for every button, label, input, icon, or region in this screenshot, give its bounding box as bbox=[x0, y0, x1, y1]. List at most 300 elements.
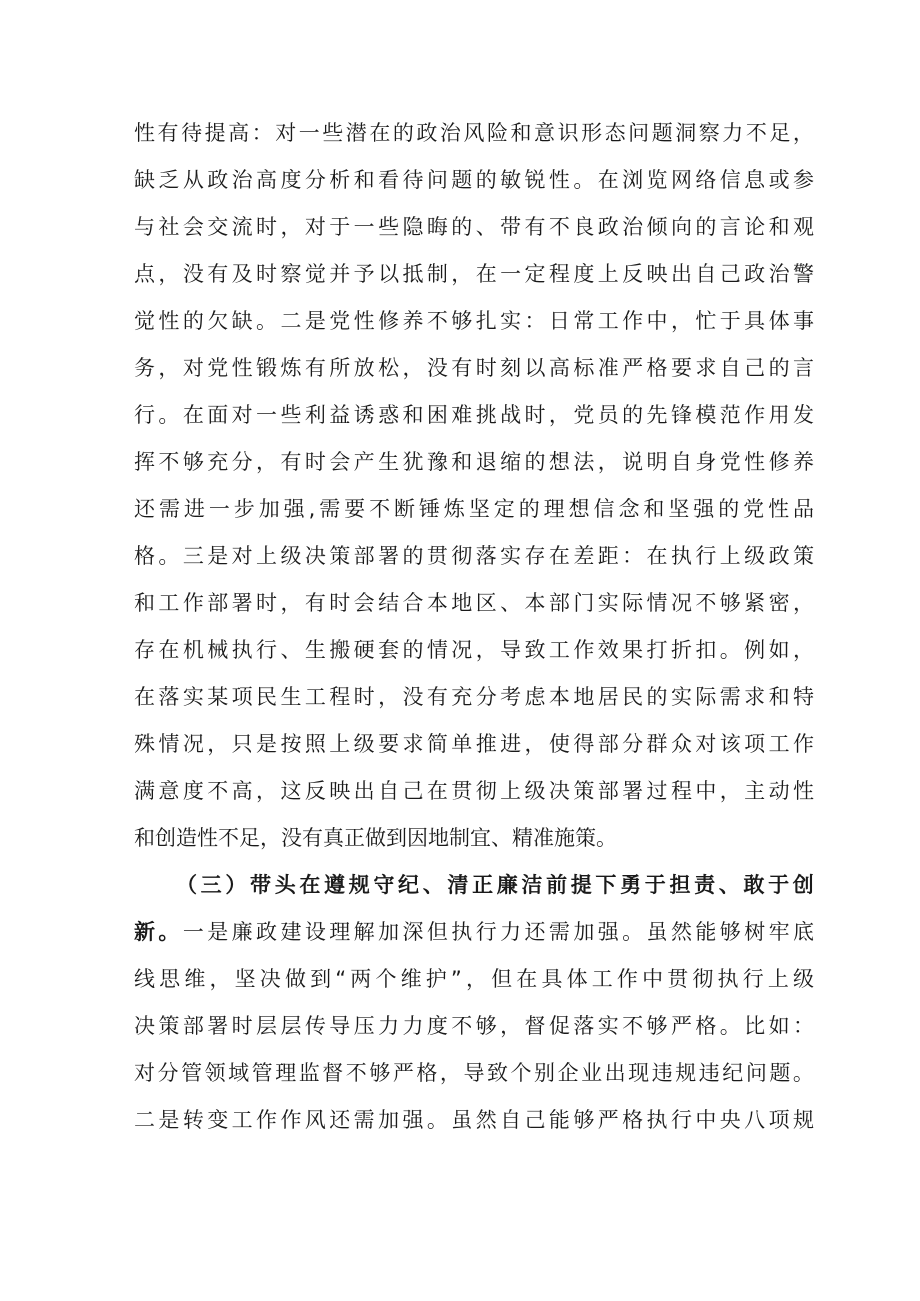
text-char: 央 bbox=[719, 1108, 741, 1132]
text-char: 利 bbox=[304, 403, 326, 427]
text-char: 性 bbox=[197, 826, 218, 850]
text-char: 时 bbox=[256, 262, 278, 286]
text-char: 况 bbox=[670, 591, 692, 615]
text-char: 。 bbox=[158, 544, 180, 568]
text-char: 二 bbox=[134, 1108, 155, 1132]
text-char: 的 bbox=[622, 403, 644, 427]
text-char: 准 bbox=[597, 356, 619, 380]
text-char: 题 bbox=[651, 121, 673, 145]
text-char: ， bbox=[597, 450, 619, 474]
text-char: 落 bbox=[573, 1014, 595, 1038]
text-char: 一 bbox=[353, 215, 375, 239]
text-char: 差 bbox=[573, 544, 595, 568]
text-char: 、 bbox=[500, 591, 522, 615]
text-char: 身 bbox=[695, 450, 717, 474]
text-char: 的 bbox=[718, 497, 740, 521]
text-char: 党 bbox=[573, 403, 595, 427]
text-char: 力 bbox=[500, 920, 522, 944]
text-char: 度 bbox=[426, 1014, 448, 1038]
text-char: 映 bbox=[329, 779, 351, 803]
text-char: 党 bbox=[207, 356, 229, 380]
text-char: 难 bbox=[451, 403, 473, 427]
text-char: 风 bbox=[463, 121, 485, 145]
text-char: 欠 bbox=[207, 309, 229, 333]
text-char: 行 bbox=[695, 544, 717, 568]
text-char: 政 bbox=[768, 544, 790, 568]
text-char: 企 bbox=[557, 1061, 579, 1085]
text-char: ， bbox=[792, 638, 814, 662]
text-char: 意 bbox=[158, 779, 180, 803]
text-char: 要 bbox=[670, 356, 692, 380]
text-char: 会 bbox=[329, 450, 351, 474]
text-char: 待 bbox=[402, 168, 424, 192]
text-char: 带 bbox=[250, 873, 272, 897]
text-char: 的 bbox=[451, 215, 473, 239]
text-char: 项 bbox=[768, 1108, 790, 1132]
text-char: 面 bbox=[207, 403, 229, 427]
text-char: ， bbox=[524, 732, 546, 756]
text-char: 常 bbox=[573, 309, 595, 333]
text-char: 况 bbox=[451, 638, 473, 662]
text-char: 正 bbox=[344, 826, 365, 850]
text-char: 求 bbox=[695, 356, 717, 380]
text-char: 放 bbox=[353, 356, 375, 380]
text-char: 够 bbox=[646, 1014, 668, 1038]
text-char: 署 bbox=[231, 591, 253, 615]
text-char: 提 bbox=[204, 121, 226, 145]
text-char: 浏 bbox=[622, 168, 644, 192]
text-char: 态 bbox=[604, 121, 626, 145]
text-char: 格 bbox=[134, 544, 155, 568]
text-char: 度 bbox=[573, 262, 595, 286]
text-char: 日 bbox=[548, 309, 570, 333]
text-char: 一 bbox=[256, 403, 278, 427]
text-char: 三 bbox=[200, 873, 222, 897]
text-char: 部 bbox=[597, 779, 619, 803]
text-char: 风 bbox=[304, 1108, 326, 1132]
text-char: 规 bbox=[675, 1061, 697, 1085]
body-text bbox=[134, 110, 814, 1144]
text-char: 些 bbox=[280, 403, 302, 427]
text-char: 不 bbox=[218, 826, 239, 850]
text-char: 层 bbox=[280, 1014, 302, 1038]
text-char: 觉 bbox=[304, 262, 326, 286]
text-char: 于 bbox=[768, 873, 790, 897]
text-char: 性 bbox=[231, 356, 253, 380]
text-char: 信 bbox=[593, 497, 615, 521]
text-char: 所 bbox=[329, 356, 351, 380]
text-char: 作 bbox=[622, 309, 644, 333]
text-char: 够 bbox=[719, 920, 741, 944]
text-char: 力 bbox=[402, 1014, 424, 1038]
text-char: 退 bbox=[475, 450, 497, 474]
text-char: 督 bbox=[322, 1061, 344, 1085]
text-char: 距 bbox=[597, 544, 619, 568]
paragraph-line bbox=[134, 439, 814, 486]
text-char: 在 bbox=[299, 873, 321, 897]
text-char: 动 bbox=[768, 779, 790, 803]
text-char: 具 bbox=[541, 967, 563, 991]
text-char: ， bbox=[465, 967, 487, 991]
text-char: 考 bbox=[500, 685, 522, 709]
text-char: , bbox=[308, 497, 316, 521]
text-char: 、 bbox=[718, 873, 740, 897]
text-char: 合 bbox=[402, 591, 424, 615]
paragraph-line bbox=[134, 1003, 814, 1050]
text-char: 忙 bbox=[695, 309, 717, 333]
text-char: 地 bbox=[573, 685, 595, 709]
text-char: 作 bbox=[792, 732, 814, 756]
text-char: ， bbox=[280, 591, 302, 615]
text-char: 到 bbox=[386, 826, 407, 850]
text-char: 洁 bbox=[521, 873, 543, 897]
text-char: 行 bbox=[742, 967, 764, 991]
text-char: ， bbox=[475, 638, 497, 662]
text-char: 因 bbox=[407, 826, 428, 850]
text-char: 树 bbox=[744, 920, 766, 944]
text-char: 区 bbox=[475, 591, 497, 615]
text-char: 制 bbox=[449, 826, 470, 850]
text-char: 在 bbox=[158, 638, 180, 662]
text-char: 、 bbox=[280, 638, 302, 662]
text-char: 题 bbox=[769, 1061, 791, 1085]
text-char: 潜 bbox=[345, 121, 367, 145]
text-char: 修 bbox=[768, 450, 790, 474]
text-char: 严 bbox=[597, 1108, 619, 1132]
text-char: 党 bbox=[743, 497, 765, 521]
text-char: 反 bbox=[622, 262, 644, 286]
text-char: 护 bbox=[425, 967, 447, 991]
text-char: 隐 bbox=[402, 215, 424, 239]
text-char: 范 bbox=[719, 403, 741, 427]
text-char: 治 bbox=[768, 262, 790, 286]
text-char: 在 bbox=[475, 262, 497, 286]
text-char: 政 bbox=[597, 215, 619, 239]
text-char: 遵 bbox=[324, 873, 346, 897]
text-char: 员 bbox=[597, 403, 619, 427]
text-char: 明 bbox=[646, 450, 668, 474]
text-char: 管 bbox=[251, 1061, 273, 1085]
text-char: 务 bbox=[134, 356, 155, 380]
text-char: ， bbox=[209, 967, 231, 991]
text-char: 高 bbox=[548, 356, 570, 380]
text-char: ， bbox=[256, 450, 278, 474]
text-char: 断 bbox=[394, 497, 415, 521]
text-char: ： bbox=[792, 1014, 814, 1038]
text-char: 转 bbox=[182, 1108, 204, 1132]
text-char: 没 bbox=[182, 262, 204, 286]
text-char: 产 bbox=[353, 450, 375, 474]
text-char: 加 bbox=[573, 920, 595, 944]
text-char: 社 bbox=[158, 215, 180, 239]
text-char: 时 bbox=[524, 403, 546, 427]
text-char: 特 bbox=[792, 685, 814, 709]
text-char: 贯 bbox=[451, 779, 473, 803]
text-char: 挑 bbox=[475, 403, 497, 427]
text-char: 法 bbox=[573, 450, 595, 474]
text-char: 求 bbox=[744, 685, 766, 709]
text-char: 够 bbox=[369, 1061, 391, 1085]
text-char: 己 bbox=[719, 262, 741, 286]
text-char: 论 bbox=[744, 215, 766, 239]
text-char: 程 bbox=[548, 262, 570, 286]
text-char: 决 bbox=[134, 1014, 155, 1038]
text-char: 挥 bbox=[134, 450, 155, 474]
text-char: 问 bbox=[628, 121, 650, 145]
text-char: 在 bbox=[182, 403, 204, 427]
text-char: 个 bbox=[375, 967, 397, 991]
text-char: 例 bbox=[744, 638, 766, 662]
text-char: 坚 bbox=[234, 967, 256, 991]
text-char: 需 bbox=[158, 497, 180, 521]
text-char: 格 bbox=[416, 1061, 438, 1085]
text-char: 从 bbox=[182, 168, 204, 192]
text-char: 际 bbox=[695, 685, 717, 709]
text-char: 还 bbox=[329, 1108, 351, 1132]
text-char: 决 bbox=[304, 544, 326, 568]
text-char: 结 bbox=[378, 591, 400, 615]
text-char: 作 bbox=[616, 967, 638, 991]
text-char: 导 bbox=[329, 1014, 351, 1038]
text-char: 工 bbox=[591, 967, 613, 991]
text-char: 。 bbox=[719, 1014, 741, 1038]
text-char: 的 bbox=[524, 450, 546, 474]
text-char: 炼 bbox=[280, 356, 302, 380]
text-char: 有 bbox=[451, 356, 473, 380]
text-char: 别 bbox=[534, 1061, 556, 1085]
text-char: 按 bbox=[280, 732, 302, 756]
text-char: 政 bbox=[416, 121, 438, 145]
text-char: 情 bbox=[426, 638, 448, 662]
text-char: 出 bbox=[670, 262, 692, 286]
text-char: 时 bbox=[256, 215, 278, 239]
text-char: 够 bbox=[475, 1014, 497, 1038]
text-char: ， bbox=[500, 1014, 522, 1038]
text-char: ， bbox=[792, 121, 814, 145]
text-char: ： bbox=[251, 121, 273, 145]
text-char: 众 bbox=[670, 732, 692, 756]
text-char: 规 bbox=[792, 1108, 814, 1132]
text-char: 待 bbox=[181, 121, 203, 145]
text-char: 如 bbox=[768, 1014, 790, 1038]
text-char: 级 bbox=[353, 732, 375, 756]
text-char: 民 bbox=[622, 685, 644, 709]
text-char: 求 bbox=[402, 732, 424, 756]
text-char: 还 bbox=[524, 920, 546, 944]
text-char: 实 bbox=[670, 685, 692, 709]
text-char: 政 bbox=[207, 168, 229, 192]
text-char: 并 bbox=[329, 262, 351, 286]
text-char: 坚 bbox=[468, 497, 490, 521]
text-char: 豫 bbox=[426, 450, 448, 474]
text-char: 况 bbox=[182, 732, 204, 756]
text-char: 部 bbox=[597, 732, 619, 756]
text-char: 的 bbox=[475, 168, 497, 192]
text-char: 程 bbox=[670, 779, 692, 803]
text-char: 不 bbox=[548, 215, 570, 239]
text-char: 两 bbox=[350, 967, 372, 991]
text-char: 违 bbox=[698, 1061, 720, 1085]
text-char: 松 bbox=[378, 356, 400, 380]
text-char: 时 bbox=[304, 450, 326, 474]
text-char: 一 bbox=[500, 262, 522, 286]
text-char: 前 bbox=[546, 873, 568, 897]
text-char: 有 bbox=[304, 591, 326, 615]
text-char: 流 bbox=[231, 215, 253, 239]
text-char: 治 bbox=[439, 121, 461, 145]
text-char: 宜 bbox=[470, 826, 491, 850]
text-char: 地 bbox=[451, 591, 473, 615]
paragraph-line bbox=[134, 486, 814, 533]
text-char: 锻 bbox=[256, 356, 278, 380]
text-char: 彻 bbox=[451, 544, 473, 568]
text-char: 。 bbox=[792, 1061, 814, 1085]
text-char: 套 bbox=[378, 638, 400, 662]
text-char: 映 bbox=[646, 262, 668, 286]
text-char: 格 bbox=[695, 1014, 717, 1038]
text-char: 监 bbox=[298, 1061, 320, 1085]
text-char: 勇 bbox=[620, 873, 642, 897]
text-char: 执 bbox=[451, 920, 473, 944]
text-char: ： bbox=[524, 309, 546, 333]
text-char: 锤 bbox=[418, 497, 440, 521]
text-char: 党 bbox=[329, 309, 351, 333]
text-char: 。 bbox=[256, 309, 278, 333]
text-char: 锐 bbox=[524, 168, 546, 192]
text-char: 还 bbox=[134, 497, 155, 521]
text-char: 分 bbox=[622, 732, 644, 756]
text-char: 贯 bbox=[667, 967, 689, 991]
text-char: 念 bbox=[618, 497, 640, 521]
text-char: 部 bbox=[548, 591, 570, 615]
paragraph-line bbox=[134, 768, 814, 815]
text-char: 执 bbox=[717, 967, 739, 991]
text-char: 对 bbox=[182, 356, 204, 380]
text-char: 生 bbox=[378, 450, 400, 474]
text-char: 现 bbox=[628, 1061, 650, 1085]
text-char: 导 bbox=[463, 1061, 485, 1085]
text-char: 廉 bbox=[231, 920, 253, 944]
text-char: 分 bbox=[157, 1061, 179, 1085]
text-char: 以 bbox=[378, 262, 400, 286]
text-char: 缺 bbox=[134, 168, 155, 192]
text-char: 创 bbox=[792, 873, 814, 897]
text-char: 的 bbox=[518, 497, 540, 521]
text-char: ， bbox=[792, 591, 814, 615]
text-char: 不 bbox=[695, 591, 717, 615]
text-char: 时 bbox=[475, 356, 497, 380]
text-char: ） bbox=[225, 873, 247, 897]
text-char: 生 bbox=[280, 685, 302, 709]
text-char: 度 bbox=[280, 168, 302, 192]
text-char: 的 bbox=[695, 215, 717, 239]
text-char: 域 bbox=[228, 1061, 250, 1085]
text-char: 落 bbox=[158, 685, 180, 709]
text-char: 策 bbox=[575, 826, 596, 850]
text-char: 党 bbox=[719, 450, 741, 474]
text-char: 自 bbox=[719, 356, 741, 380]
text-char: 强 bbox=[283, 497, 305, 521]
text-char: 治 bbox=[231, 168, 253, 192]
text-char: 署 bbox=[622, 779, 644, 803]
text-char: 反 bbox=[304, 779, 326, 803]
text-char: 署 bbox=[378, 544, 400, 568]
text-char: 的 bbox=[402, 638, 424, 662]
text-char: 点 bbox=[134, 262, 155, 286]
text-char: 标 bbox=[573, 356, 595, 380]
text-char: 没 bbox=[426, 356, 448, 380]
text-char: 和 bbox=[134, 826, 155, 850]
text-char: 。 bbox=[573, 168, 595, 192]
text-char: 思 bbox=[159, 967, 181, 991]
text-char: 领 bbox=[204, 1061, 226, 1085]
text-char: 是 bbox=[207, 920, 229, 944]
text-char: 。 bbox=[426, 1108, 448, 1132]
text-char: 制 bbox=[426, 262, 448, 286]
text-char: 览 bbox=[646, 168, 668, 192]
text-char: 某 bbox=[207, 685, 229, 709]
text-char: 是 bbox=[207, 544, 229, 568]
text-char: 时 bbox=[231, 1014, 253, 1038]
text-char: 牢 bbox=[768, 920, 790, 944]
text-char: 进 bbox=[183, 497, 205, 521]
text-char: 中 bbox=[642, 967, 664, 991]
text-char: 情 bbox=[646, 591, 668, 615]
text-char: 到 bbox=[310, 967, 332, 991]
text-char: 加 bbox=[258, 497, 280, 521]
text-char: 传 bbox=[304, 1014, 326, 1038]
text-char: 和 bbox=[353, 168, 375, 192]
text-char: 执 bbox=[670, 544, 692, 568]
text-char: 做 bbox=[365, 826, 386, 850]
text-char: 但 bbox=[491, 967, 513, 991]
text-char: 没 bbox=[281, 826, 302, 850]
text-char: 不 bbox=[158, 450, 180, 474]
text-char: 看 bbox=[378, 168, 400, 192]
text-char: 际 bbox=[622, 591, 644, 615]
text-char: 维 bbox=[184, 967, 206, 991]
text-char: 力 bbox=[378, 1014, 400, 1038]
text-char: 察 bbox=[698, 121, 720, 145]
text-char: 险 bbox=[486, 121, 508, 145]
text-char: 严 bbox=[392, 1061, 414, 1085]
text-char: 部 bbox=[353, 544, 375, 568]
text-char: 时 bbox=[329, 591, 351, 615]
text-char: 促 bbox=[548, 1014, 570, 1038]
text-char: 的 bbox=[182, 309, 204, 333]
text-char: 项 bbox=[744, 732, 766, 756]
text-char: 、 bbox=[491, 826, 512, 850]
text-char: 级 bbox=[524, 779, 546, 803]
text-char: 坚 bbox=[668, 497, 690, 521]
text-char: 级 bbox=[280, 544, 302, 568]
text-char: 作 bbox=[256, 1108, 278, 1132]
text-char: 部 bbox=[207, 591, 229, 615]
text-char: 。 bbox=[158, 403, 180, 427]
text-char: 需 bbox=[319, 497, 341, 521]
text-char: 的 bbox=[646, 685, 668, 709]
text-char: 级 bbox=[744, 544, 766, 568]
text-char: 自 bbox=[695, 262, 717, 286]
text-char: 或 bbox=[768, 168, 790, 192]
text-char: 是 bbox=[158, 1108, 180, 1132]
text-char: 政 bbox=[256, 920, 278, 944]
text-char: 分 bbox=[231, 450, 253, 474]
text-char: 密 bbox=[768, 591, 790, 615]
text-char: 敢 bbox=[743, 873, 765, 897]
text-char: 己 bbox=[402, 779, 424, 803]
text-char: 及 bbox=[231, 262, 253, 286]
